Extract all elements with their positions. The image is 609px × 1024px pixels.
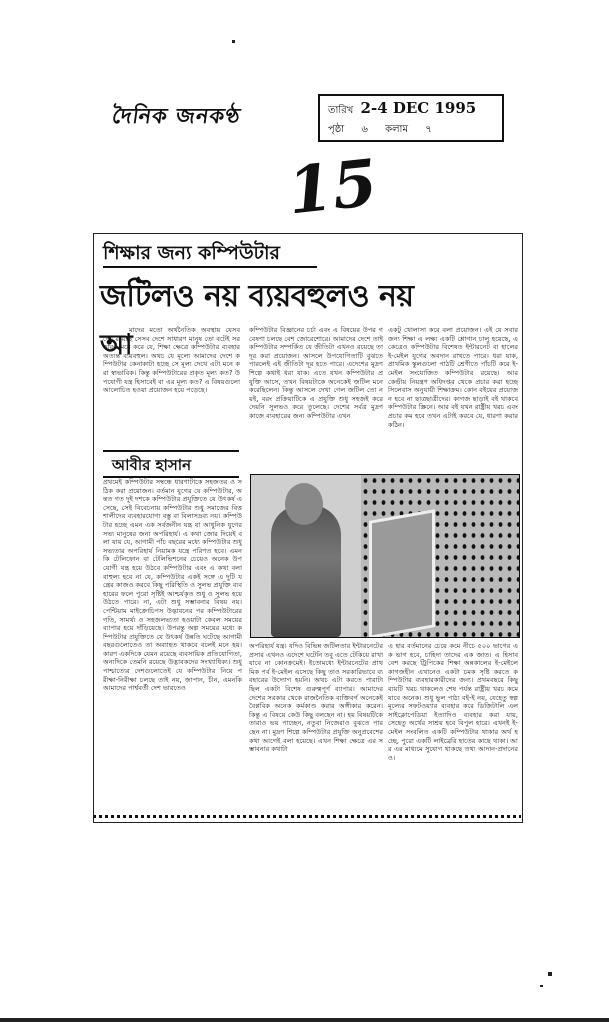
scan-speck (540, 985, 543, 987)
article-bottom-border (93, 815, 521, 818)
intro-column: মাদের মতো অর্থনৈতিক অবস্থায় যেসব দেশ রয়েছে সেসব দেশে সাধারণ মানুষ তো বটেই সরকারও মনে করে যে, শিক্ষা ক্ষেত্রে কম্পিউটার ব্যবহার অত্যন্ত ব্যয়বহুল। অথচ যে মূল্যে আমাদের দেশে কম্পিউটার কেনাকাটা হচ্ছে সে মূল্য দেখে এটা মনে করা স্বাভাবিক। কিন্তু কম্পিউটারের প্রকৃত মূল্য কত? উপযোগী যন্ত্র হিসাবেই বা এর মূল্য কত? এ বিষয়গুলো আলোচিত হওয়া প্রয়োজন হয়ে পড়েছে। (103, 326, 240, 395)
drop-cap: আ (100, 328, 133, 361)
scan-edge (0, 1018, 609, 1022)
body-column-1: প্রথমেই কম্পিউটার সম্বন্ধে ধারণাটাকে সহজতর ও সঠিক করা প্রয়োজন। বর্তমান যুগের যে কম্পিউটার, অন্তত গত দুই দশকে কম্পিউটার প্রযুক্তিতে যে উৎকর্ষ এসেছে, সেই বিবেচনায় কম্পিউটার শুধু সমাজের বিত্তশালীদের ব্যবহারযোগ্য বস্তু বা বিলাসদ্রব্য নয়। কম্পিউটার হচ্ছে এমন এক সর্বজনীন যন্ত্র যা আধুনিক যুগের সভ্য মানুষের জন্য অপরিহার্য। এ কথা জোর দিয়েই বলা যায় যে, আগামী পাঁচ বছরের মধ্যে কম্পিউটার শুধু সভ্যতার অপরিহার্য নিয়ামক যন্ত্রে পরিণত হবে। এমনকি টেলিফোন বা টেলিভিশনের চেয়েও অনেক উপযোগী যন্ত্র হয়ে উঠবে কম্পিউটার এবং এ কথা বলা বাহুল্য হবে না যে, কম্পিউটার একই সঙ্গে এ দুটি যন্ত্রের কাজও করবে কিছু পরিস্থিতি ও সুলভ প্রযুক্তি ব্যবহারের ফলে পুরো সৃষ্টিই আশ্চর্যকৃত শুধু ও সুলভ হয়ে উঠতে পারে। না, এটা শুধু সম্ভাবনার বিষয় নয়। পেন্টিয়াম মাইক্রোচিপস উদ্ভাবনের পর কম্পিউটারের গতি, সামর্থ্য ও সহজলভ্যতা হওয়াটা কেবল সময়ের ব্যাপার হয়ে দাঁড়িয়েছে। উপরন্তু অল্প সময়ের মধ্যে কম্পিউটার প্রযুক্তিতে যে উৎকর্ষ উন্নতি ঘটেছে আগামী বছরগুলোতেও তা অব্যাহত থাকবে বলেই মনে হয়। কারণ একদিকে যেমন রয়েছে ব্যবসায়িক প্রতিযোগিতা, অন্যদিকে তেমনি রয়েছে উদ্ভাবকদের সংখ্যাধিক্য। শুধু পাশ্চাত্যের দেশগুলোতেই যে কম্পিউটার নিয়ে পরীক্ষা-নিরীক্ষা চলছে তাই নয়, জাপান, চীন, এমনকি আমাদের পার্শ্ববর্তী দেশ ভারতেও (103, 478, 242, 693)
article-photo (250, 474, 520, 638)
body-column-3-bottom: এ হার বর্তমানের চেয়ে কমে নীচে ৫০০ ভাগের এক ভাগ হবে, চাহিদা তাদের এক জাত। এ হিসাব বেশ করছে ট্রিপিকের শিক্ষা অন্নকালের ই-মেইলে কাগজহীন এখানেও একটা চমক সৃষ্টি করতে কম্পিউটার ব্যবহারকারীদের জন্য। প্রথমবছরে কিছু ব্যয়টি খরচ থাকলেও শেষ পর্যন্ত রাষ্ট্রীয় খরচ কমে যাবে অনেক। শুধু ভুল পাঠ্য বই-ই নয়, যেহেতু স্বল্প মূল্যের সফটওয়্যার ব্যবহার করে ডিজিটালি এলসাইক্লোপেডিয়া ইত্যাদিও ব্যবহার করা যায়, সেহেতু অর্থের সাশ্রয় হবে বিপুল হারে। এখনই ই-মেইল সংবলিত একটি কম্পিউটার থাকার অর্থ হচ্ছে, পুরো একটি লাইব্রেরি হাতের কাছে থাকা। আর এর মাধ্যমে সুযোগ থাকছে তথ্য আদান-প্রদানেরও। (388, 642, 518, 762)
clipping-date: 2-4 DEC 1995 (360, 99, 477, 117)
kicker-underline (103, 266, 317, 268)
handwritten-clip-number: 15 (284, 145, 381, 230)
page-number: ৬ (361, 124, 368, 135)
article-kicker: শিক্ষার জন্য কম্পিউটার (103, 242, 280, 264)
page-label: পৃষ্ঠা (328, 124, 345, 135)
body-column-2-bottom: অপরিহার্য যন্ত্র। যদিও বিভিন্ন জটিলতার ইন্টারনেটের প্রসার এখনও এদেশে ঘটেনি তবু এতে টেকিয়ে রাখা যাবে না কোনক্রমেই। ইতোমধ্যে ইন্টারনেটের প্রাথমিক পর্ব ই-মেইল এসেছে কিছু তাও সরকারিভাবে ব্যবহারের উদ্যোগ হয়নি। অথচ এটা করতে পারাটা ছিল একটা বিশেষ গুরুত্বপূর্ণ ব্যাপার। আমাদের দেশের সরকার থেকে রাজনৈতিক ব্যক্তিবর্গ অনেকেই বৈপ্লবিক অনেক কর্মকাণ্ড করার অঙ্গীকার করেন। কিন্তু এ বিষয়ে কেউ কিছু বলছেন না। হয় বিষয়টিকে তারাও ভয় পাচ্ছেন, নতুবা নিজেরাও বুঝতে পারছেন না। মুদ্রণ শিল্পে কম্পিউটার প্রযুক্তি অনুপ্রবেশের কথা আগেই বলা হয়েছে। এখন শিক্ষা ক্ষেত্রে এর সম্ভাবনার কথাটা (249, 642, 383, 754)
author-byline: আবীর হাসান (112, 456, 192, 474)
scan-speck (232, 40, 235, 43)
photo-person-head (285, 483, 323, 525)
newspaper-masthead: দৈনিক জনকণ্ঠ (110, 104, 243, 128)
body-column-2-top: কম্পিউটার বিজ্ঞানের চর্চা এবং এ বিষয়ের উপর গবেষণা চলছে বেশ জোরেশোরে। আমাদের দেশে তাই কম্পিউটার সম্পর্কিত যে জীতিটা এখনও রয়েছে তা দূর করা প্রয়োজন। আসলে উপযোগিতাটি বুঝতে পারলেই এই জীতিটা দূর হতে পারে। এদেশের মুদ্রণ শিল্পে কথাই ধরা যাক। এতে যখন কম্পিউটার প্রযুক্তি আসে, তখন বিষয়টাকে অনেকেই জটিল মনে করেছিলেন। কিন্তু আসলে দেখা গেল জটিল তো নয়ই, বরং প্রক্রিয়াটিকে এ প্রযুক্তি শুধু সহজই করে দেয়নি সুলভও করে তুলেছে। দেশের সর্বত্র মুদ্রণ কাজে ব্যবহারের জন্য কম্পিউটার এখন (249, 326, 383, 420)
date-label: তারিখ (328, 105, 354, 116)
column-number: ৭ (425, 124, 432, 135)
article-headline: জটিলও নয় ব্যয়বহুলও নয় (100, 279, 414, 314)
photo-computer-monitor (369, 509, 435, 638)
clipping-date-stamp (318, 94, 504, 142)
column-label: কলাম (385, 124, 408, 135)
scan-speck (548, 972, 552, 976)
body-column-3-top: একটু খোলাসা করে বলা প্রয়োজন। এই যে সবার জন্য শিক্ষা এ লক্ষ্য একটি শ্লোগান চালু হয়েছে, একেত্রেও কম্পিউটার বিশেষত ইন্টারনেট বা হালের ই-মেইল যুগের অবদান রাখতে পারে। ধরা যাক, প্রাথমিক স্কুলগুলো পাঠটি শ্রেণীতে পাঁচটি করে ই-মেইল সংযোজিত কম্পিউটার রয়েছে। আর কেন্দ্রীয় নিয়ন্ত্রণ অধিদপ্তর থেকে প্রচার করা হচ্ছে সিলেবাস অনুযায়ী শিক্ষাক্রম। কোন বইয়ের প্রয়োজন হবে না ছাত্রছাত্রীদের। কাগজ ছাড়াই বই থাকবে কম্পিউটার স্ক্রিনে। আর বই যখন রাষ্ট্রীয় খরচ এবং প্রচার কম হবে তখন এটাই করবে যে, ধারণা করার কঠিন। (388, 326, 518, 429)
